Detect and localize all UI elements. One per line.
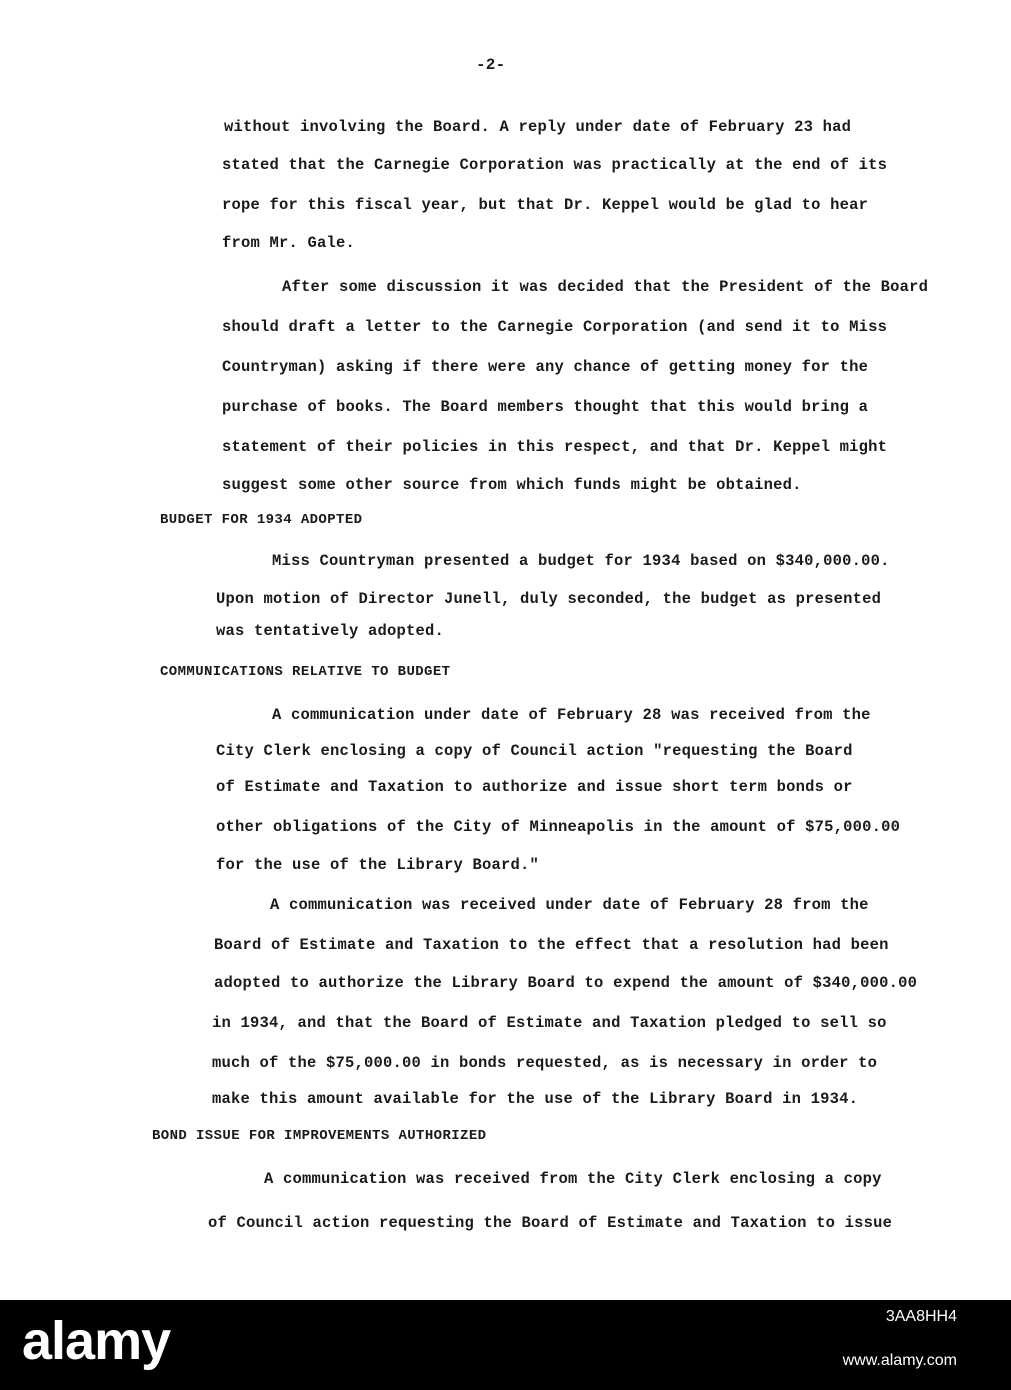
text-line: other obligations of the City of Minneapolis in the amount of $75,000.00 [216,818,901,836]
alamy-logo: alamy [22,1311,171,1371]
text-line: rope for this fiscal year, but that Dr. Keppel would be glad to hear [222,196,869,214]
text-line: without involving the Board. A reply under date of February 23 had [224,118,852,136]
text-line: of Estimate and Taxation to authorize and issue short term bonds or [216,778,853,796]
page-number: -2- [476,56,506,74]
text-line: A communication was received under date of February 28 from the [270,896,869,914]
text-line: of Council action requesting the Board of Estimate and Taxation to issue [208,1214,893,1232]
text-line: Miss Countryman presented a budget for 1934 based on $340,000.00. [272,552,890,570]
text-line: Countryman) asking if there were any chance of getting money for the [222,358,869,376]
text-line: from Mr. Gale. [222,234,356,252]
text-line: in 1934, and that the Board of Estimate and Taxation pledged to sell so [212,1014,887,1032]
text-line: for the use of the Library Board." [216,856,540,874]
text-line: A communication was received from the City Clerk enclosing a copy [264,1170,882,1188]
section-heading: BUDGET FOR 1934 ADOPTED [160,512,363,528]
text-line: was tentatively adopted. [216,622,445,640]
text-line: stated that the Carnegie Corporation was practically at the end of its [222,156,888,174]
text-line: Board of Estimate and Taxation to the effect that a resolution had been [214,936,889,954]
watermark-url: www.alamy.com [842,1352,957,1369]
text-line: much of the $75,000.00 in bonds requested, as is necessary in order to [212,1054,878,1072]
section-heading: BOND ISSUE FOR IMPROVEMENTS AUTHORIZED [152,1128,487,1144]
text-line: suggest some other source from which funds might be obtained. [222,476,802,494]
section-heading: COMMUNICATIONS RELATIVE TO BUDGET [160,664,451,680]
text-line: After some discussion it was decided that the President of the Board [282,278,929,296]
text-line: Upon motion of Director Junell, duly seconded, the budget as presented [216,590,882,608]
text-line: statement of their policies in this respect, and that Dr. Keppel might [222,438,888,456]
image-id: 3AA8HH4 [885,1308,957,1325]
watermark-banner [0,1300,1011,1390]
text-line: make this amount available for the use of the Library Board in 1934. [212,1090,859,1108]
text-line: purchase of books. The Board members thought that this would bring a [222,398,869,416]
text-line: should draft a letter to the Carnegie Corporation (and send it to Miss [222,318,888,336]
text-line: City Clerk enclosing a copy of Council action "requesting the Board [216,742,853,760]
text-line: A communication under date of February 28 was received from the [272,706,871,724]
text-line: adopted to authorize the Library Board to expend the amount of $340,000.00 [214,974,918,992]
